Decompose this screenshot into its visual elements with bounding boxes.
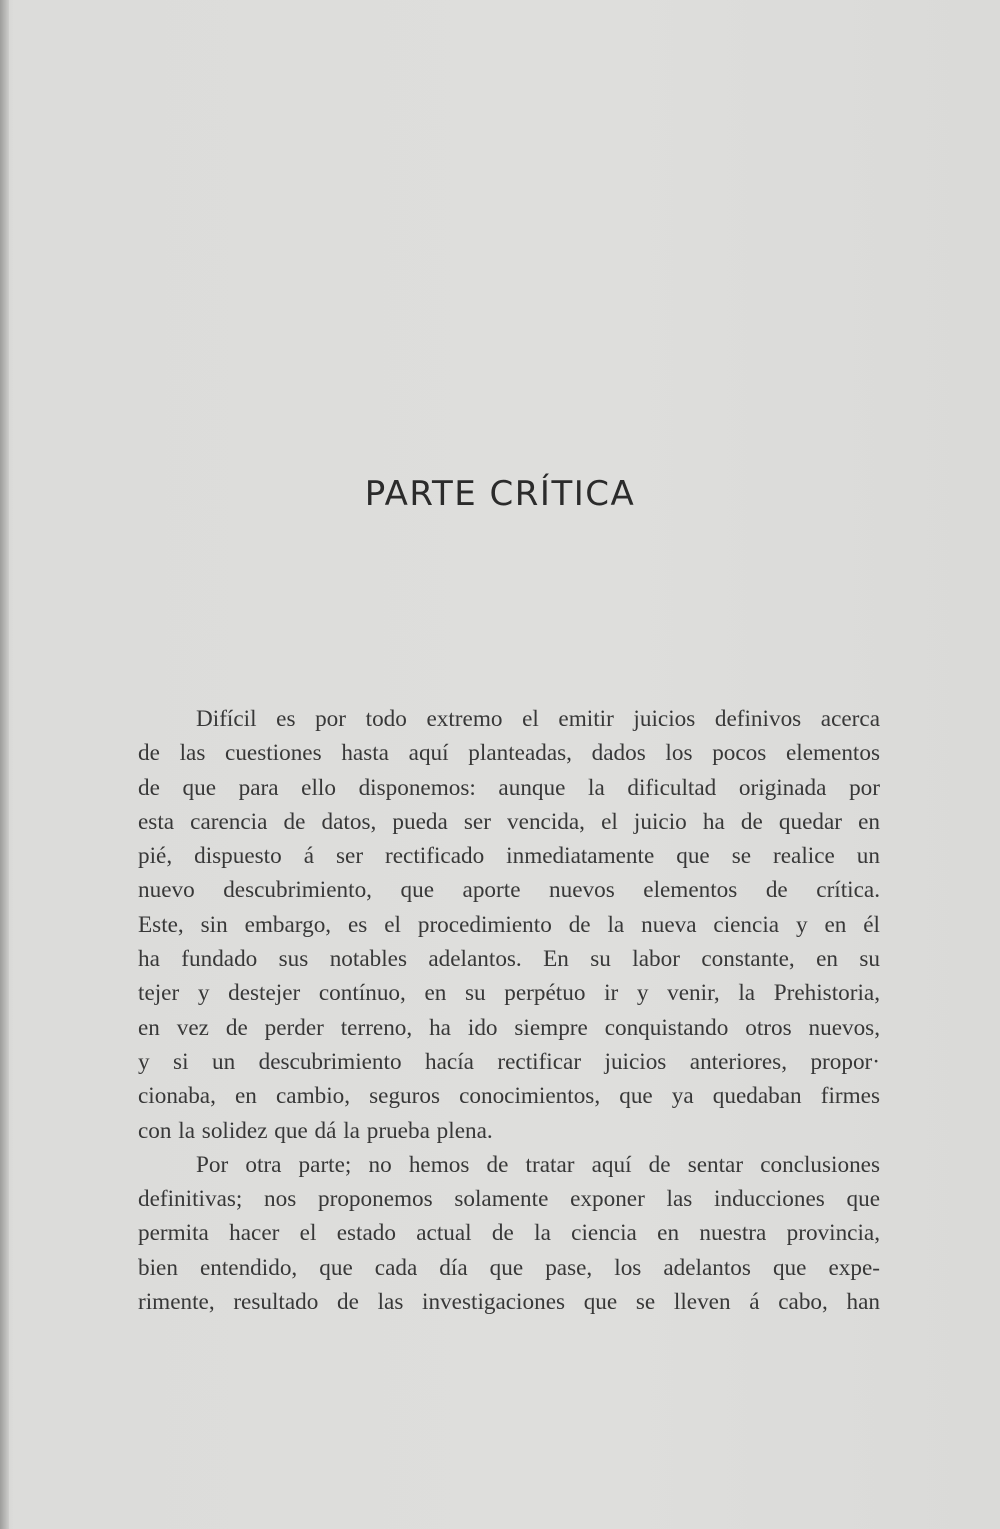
text-line: definitivas; nos proponemos solamente exponer las inducciones que	[138, 1186, 880, 1213]
text-line: con la solidez que dá la prueba plena.	[138, 1117, 493, 1144]
text-line: y si un descubrimiento hacía rectificar juicios anteriores, propor·	[138, 1048, 880, 1075]
text-line: bien entendido, que cada día que pase, los adelantos que expe-	[138, 1254, 880, 1281]
section-heading: PARTE CRÍTICA	[364, 474, 636, 514]
text-line: permita hacer el estado actual de la ciencia en nuestra provincia,	[138, 1220, 880, 1247]
text-line: en vez de perder terreno, ha ido siempre conquistando otros nuevos,	[138, 1014, 880, 1041]
text-line: tejer y destejer contínuo, en su perpétuo ir y venir, la Prehistoria,	[138, 980, 880, 1007]
paragraph-1	[138, 702, 880, 1148]
paragraph-2	[138, 1148, 880, 1319]
text-line: nuevo descubrimiento, que aporte nuevos elementos de crítica.	[138, 877, 880, 904]
page-edge-shadow	[0, 0, 9, 1529]
text-line: pié, dispuesto á ser rectificado inmediatamente que se realice un	[138, 843, 880, 870]
text-line: Este, sin embargo, es el procedimiento de la nueva ciencia y en él	[138, 911, 880, 938]
text-line: rimente, resultado de las investigaciones que se lleven á cabo, han	[138, 1289, 880, 1316]
body-text	[138, 702, 880, 1319]
text-line: de que para ello disponemos: aunque la dificultad originada por	[138, 774, 880, 801]
text-line: Por otra parte; no hemos de tratar aquí de sentar conclusiones	[196, 1151, 880, 1178]
text-line: de las cuestiones hasta aquí planteadas, dados los pocos elementos	[138, 740, 880, 767]
text-line: esta carencia de datos, pueda ser vencida, el juicio ha de quedar en	[138, 808, 880, 835]
text-line: ha fundado sus notables adelantos. En su labor constante, en su	[138, 946, 880, 973]
text-line: cionaba, en cambio, seguros conocimientos, que ya quedaban firmes	[138, 1083, 880, 1110]
text-line: Difícil es por todo extremo el emitir juicios definivos acerca	[196, 706, 880, 732]
